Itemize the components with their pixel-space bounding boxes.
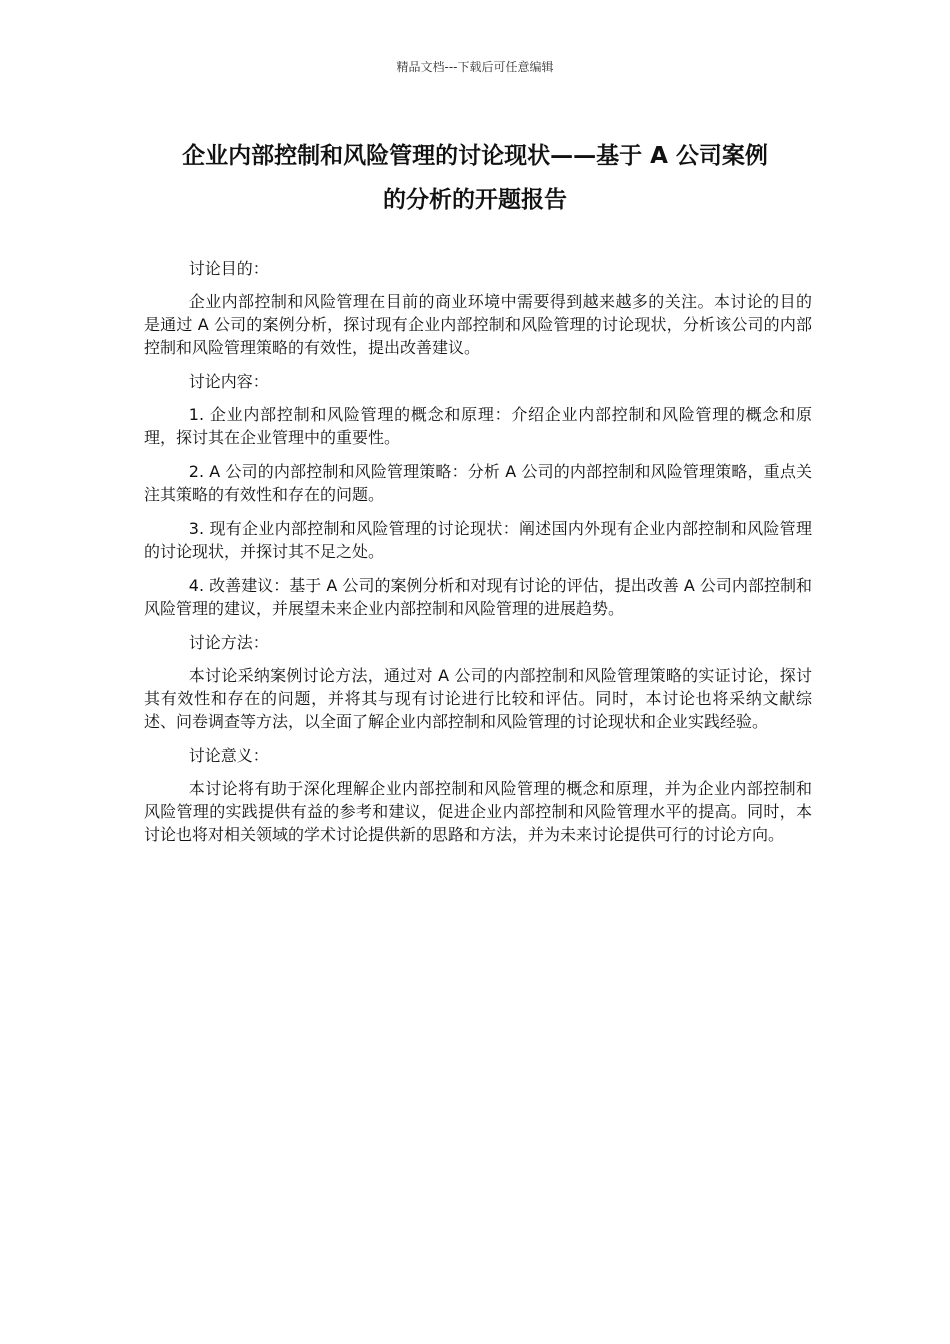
paragraph-significance: 本讨论将有助于深化理解企业内部控制和风险管理的概念和原理，并为企业内部控制和风险管理的实践提供有益的参考和建议，促进企业内部控制和风险管理水平的提高。同时，本讨论也将对相关领域的学术讨论提供新的思路和方法，并为未来讨论提供可行的讨论方向。 (144, 779, 812, 844)
section-heading-method: 讨论方法： (188, 633, 269, 652)
list-item-content-2: 2. A 公司的内部控制和风险管理策略：分析 A 公司的内部控制和风险管理策略，重点关注其策略的有效性和存在的问题。 (144, 462, 812, 504)
paragraph-method: 本讨论采纳案例讨论方法，通过对 A 公司的内部控制和风险管理策略的实证讨论，探讨其有效性和存在的问题，并将其与现有讨论进行比较和评估。同时，本讨论也将采纳文献综述、问卷调查等方法，以全面了解企业内部控制和风险管理的讨论现状和企业实践经验。 (144, 666, 812, 731)
paragraph-purpose: 企业内部控制和风险管理在目前的商业环境中需要得到越来越多的关注。本讨论的目的是通过 A 公司的案例分析，探讨现有企业内部控制和风险管理的讨论现状，分析该公司的内部控制和风险管理策略的有效性，提出改善建议。 (144, 292, 812, 357)
list-item-content-4: 4. 改善建议：基于 A 公司的案例分析和对现有讨论的评估，提出改善 A 公司内部控制和风险管理的建议，并展望未来企业内部控制和风险管理的进展趋势。 (144, 576, 812, 618)
title-line-1: 企业内部控制和风险管理的讨论现状——基于 A 公司案例 (182, 143, 768, 169)
list-item-content-3: 3. 现有企业内部控制和风险管理的讨论现状：阐述国内外现有企业内部控制和风险管理的讨论现状，并探讨其不足之处。 (144, 519, 812, 561)
section-heading-purpose: 讨论目的： (188, 259, 269, 278)
title-line-2: 的分析的开题报告 (383, 187, 567, 213)
document-body (144, 257, 812, 857)
section-heading-content: 讨论内容： (188, 372, 269, 391)
document-title (140, 134, 810, 222)
page-header-watermark: 精品文档---下载后可任意编辑 (396, 60, 554, 74)
list-item-content-1: 1. 企业内部控制和风险管理的概念和原理：介绍企业内部控制和风险管理的概念和原理，探讨其在企业管理中的重要性。 (144, 405, 812, 447)
section-heading-significance: 讨论意义： (188, 746, 269, 765)
